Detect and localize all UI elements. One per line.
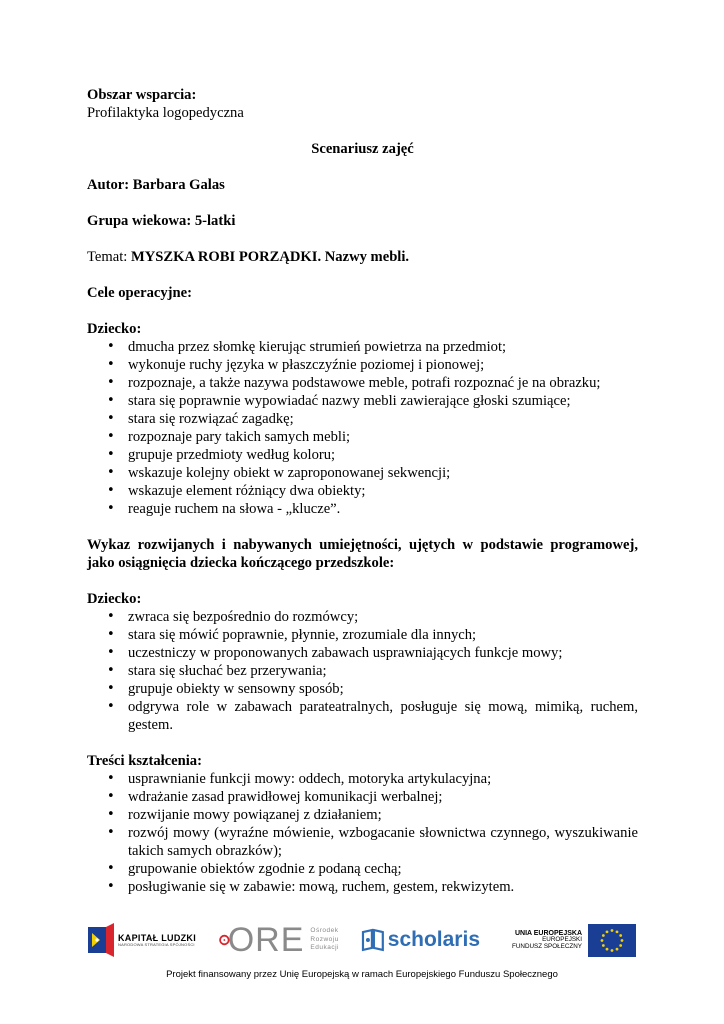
list-item: • rozpoznaje, a także nazywa podstawowe meble, potrafi rozpoznać je na obrazku;: [87, 374, 638, 392]
list-item: • stara się mówić poprawnie, płynnie, zrozumiale dla innych;: [87, 626, 638, 644]
eu-star: [611, 929, 614, 932]
skills-list: [87, 608, 638, 734]
list-item: • stara się rozwiązać zagadkę;: [87, 410, 638, 428]
list-item: • wykonuje ruchy języka w płaszczyźnie poziomej i pionowej;: [87, 356, 638, 374]
ore-subtitle: [310, 927, 339, 952]
eu-star: [611, 949, 614, 952]
scholaris-logo: [360, 918, 480, 962]
list-item: • posługiwanie się w zabawie: mową, ruchem, gestem, rekwizytem.: [87, 878, 638, 896]
eu-star: [606, 947, 609, 950]
list-item: • stara się słuchać bez przerywania;: [87, 662, 638, 680]
eu-star: [619, 944, 622, 947]
list-item: • odgrywa role w zabawach parateatralnych, posługuje się mową, mimiką, ruchem, gestem.: [87, 698, 638, 734]
content-list: [87, 770, 638, 896]
objectives-heading: Cele operacyjne:: [87, 285, 192, 301]
scholaris-book-icon: [360, 928, 386, 952]
ore-logo: [219, 918, 339, 962]
list-item: • rozwój mowy (wyraźne mówienie, wzbogacanie słownictwa czynnego, wyszukiwanie takich samych obrazków);: [87, 824, 638, 860]
topic-value: MYSZKA ROBI PORZĄDKI. Nazwy mebli.: [130, 249, 410, 265]
eu-star: [616, 947, 619, 950]
document-body: [87, 86, 638, 896]
objectives-list: [87, 338, 638, 518]
ore-letters: ORE: [227, 921, 305, 959]
author-line: Autor: Barbara Galas: [87, 177, 225, 193]
logos-row: [88, 918, 636, 962]
eu-star: [602, 944, 605, 947]
content-heading: Treści kształcenia:: [87, 753, 202, 769]
topic-label: Temat:: [87, 249, 131, 265]
list-item: • grupowanie obiektów zgodnie z podaną cechą;: [87, 860, 638, 878]
eu-star: [606, 930, 609, 933]
kapital-ludzki-title: KAPITAŁ LUDZKI: [118, 932, 197, 943]
list-item: • wskazuje kolejny obiekt w zaproponowanej sekwencji;: [87, 464, 638, 482]
scenario-title: Scenariusz zajęć: [311, 141, 414, 157]
eu-text: [512, 930, 582, 951]
list-item: • wskazuje element różniący dwa obiekty;: [87, 482, 638, 500]
kapital-ludzki-logo: [88, 918, 200, 962]
list-item: • rozpoznaje pary takich samych mebli;: [87, 428, 638, 446]
ore-line3: Edukacji: [310, 944, 339, 952]
objectives-child-heading: Dziecko:: [87, 321, 142, 337]
kapital-ludzki-subtitle: NARODOWA STRATEGIA SPÓJNOŚCI: [118, 941, 195, 947]
eu-line2: EUROPEJSKI: [542, 936, 582, 944]
support-area-label: Obszar wsparcia:: [87, 87, 197, 103]
ore-line2: Rozwoju: [310, 935, 339, 943]
list-item: • zwraca się bezpośrednio do rozmówcy;: [87, 608, 638, 626]
support-area-value: Profilaktyka logopedyczna: [87, 105, 244, 121]
eu-star: [621, 939, 624, 942]
eu-star: [602, 934, 605, 937]
eu-line3: FUNDUSZ SPOŁECZNY: [512, 942, 582, 950]
kapital-ludzki-emblem-icon: [88, 923, 114, 957]
list-item: • stara się poprawnie wypowiadać nazwy mebli zawierające głoski szumiące;: [87, 392, 638, 410]
eu-star: [616, 930, 619, 933]
topic-line: [87, 248, 638, 266]
list-item: • uczestniczy w proponowanych zabawach usprawniających funkcje mowy;: [87, 644, 638, 662]
skills-child-heading: Dziecko:: [87, 591, 142, 607]
eu-line1: UNIA EUROPEJSKA: [514, 929, 582, 937]
eu-flag-icon: [588, 924, 636, 957]
eu-star: [619, 934, 622, 937]
list-item: • usprawnianie funkcji mowy: oddech, motoryka artykulacyjna;: [87, 770, 638, 788]
list-item: • grupuje obiekty w sensowny sposób;: [87, 680, 638, 698]
age-group-line: Grupa wiekowa: 5-latki: [87, 213, 236, 229]
list-item: • dmucha przez słomkę kierując strumień powietrza na przedmiot;: [87, 338, 638, 356]
eu-star: [601, 939, 604, 942]
list-item: • rozwijanie mowy powiązanej z działaniem;: [87, 806, 638, 824]
list-item: • wdrażanie zasad prawidłowej komunikacji werbalnej;: [87, 788, 638, 806]
footer-funding-note: Projekt finansowany przez Unię Europejską w ramach Europejskiego Funduszu Społecznego: [166, 969, 558, 980]
eu-logo: [493, 918, 636, 962]
list-item: • reaguje ruchem na słowa - „klucze”.: [87, 500, 638, 518]
scholaris-wordmark: scholaris: [387, 928, 480, 951]
ore-line1: Ośrodek: [310, 927, 339, 935]
skills-heading: Wykaz rozwijanych i nabywanych umiejętności, ujętych w podstawie programowej, jako osiągnięcia dziecka kończącego przedszkole:: [87, 537, 638, 571]
list-item: • grupuje przedmioty według koloru;: [87, 446, 638, 464]
